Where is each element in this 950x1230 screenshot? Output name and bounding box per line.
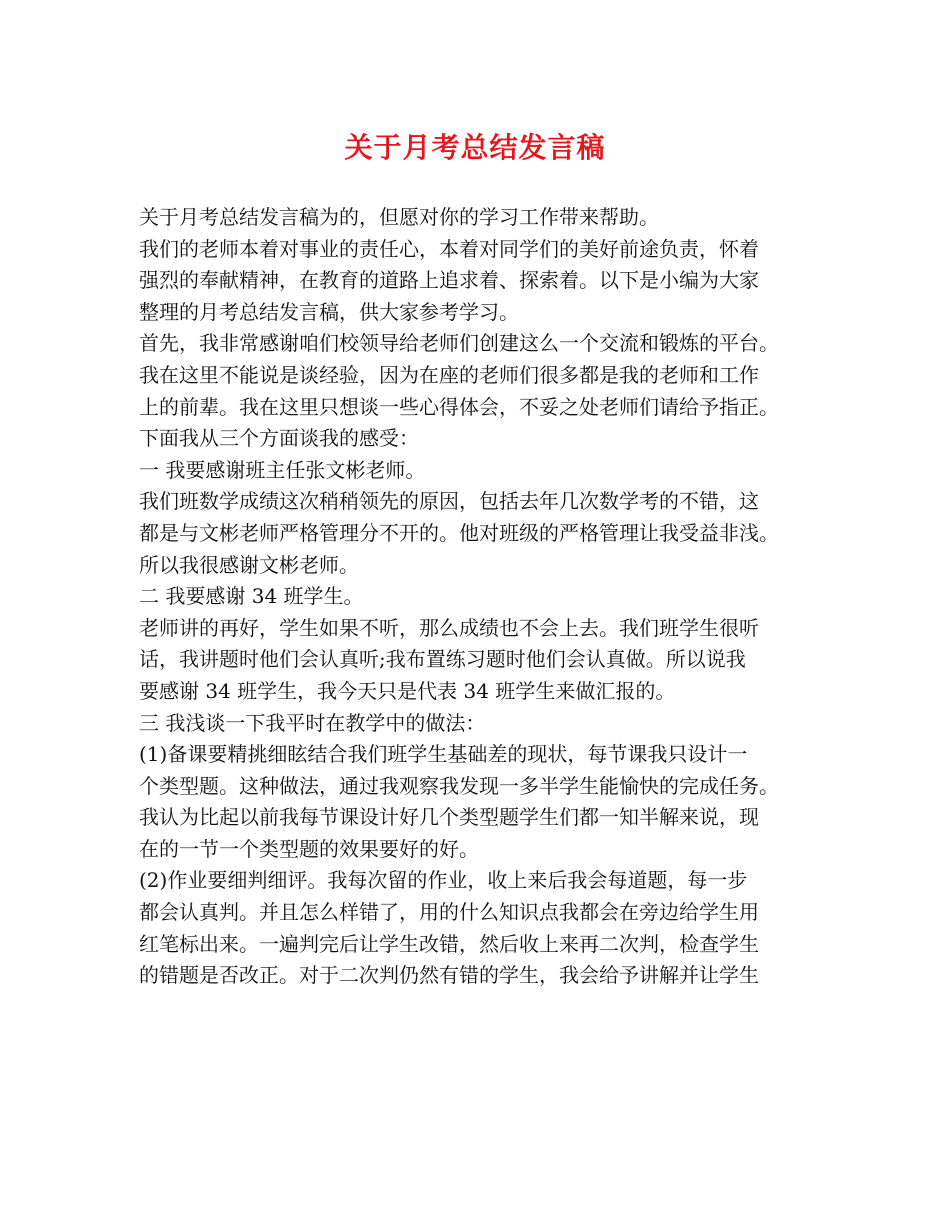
text-line: 首先，我非常感谢咱们校领导给老师们创建这么一个交流和锻炼的平台。 [139, 331, 779, 356]
text-line: 我们班数学成绩这次稍稍领先的原因，包括去年几次数学考的不错，这 [139, 489, 759, 514]
text-line: 的错题是否改正。对于二次判仍然有错的学生，我会给予讲解并让学生 [139, 963, 759, 988]
text-line: 个类型题。这种做法，通过我观察我发现一多半学生能愉快的完成任务。 [139, 773, 779, 798]
text-line: 所以我很感谢文彬老师。 [139, 552, 359, 577]
section-heading-2: 二 我要感谢 34 班学生。 [139, 584, 364, 609]
text-line: 在的一节一个类型题的效果要好的好。 [139, 836, 479, 861]
text-line: 红笔标出来。一遍判完后让学生改错，然后收上来再二次判，检查学生 [139, 931, 759, 956]
document-body [139, 202, 819, 992]
section-heading-3: 三 我浅谈一下我平时在教学中的做法： [139, 710, 486, 735]
text-line: 话，我讲题时他们会认真听;我布置练习题时他们会认真做。所以说我 [139, 647, 746, 672]
text-line: 下面我从三个方面谈我的感受： [139, 426, 419, 451]
text-line: 我认为比起以前我每节课设计好几个类型题学生们都一知半解来说，现 [139, 805, 759, 830]
text-line: 要感谢 34 班学生，我今天只是代表 34 班学生来做汇报的。 [139, 678, 676, 703]
text-line: (1)备课要精挑细眩结合我们班学生基础差的现状，每节课我只设计一 [139, 742, 748, 767]
text-line: 上的前辈。我在这里只想谈一些心得体会，不妥之处老师们请给予指正。 [139, 394, 779, 419]
text-line: 我们的老师本着对事业的责任心，本着对同学们的美好前途负责，怀着 [139, 236, 759, 261]
text-line: 关于月考总结发言稿为的，但愿对你的学习工作带来帮助。 [139, 205, 659, 229]
text-line: 我在这里不能说是谈经验，因为在座的老师们很多都是我的老师和工作 [139, 362, 759, 387]
text-line: 老师讲的再好，学生如果不听，那么成绩也不会上去。我们班学生很听 [139, 615, 759, 640]
text-line: 强烈的奉献精神，在教育的道路上追求着、探索着。以下是小编为大家 [139, 268, 759, 293]
text-line: (2)作业要细判细评。我每次留的作业，收上来后我会每道题，每一步 [139, 868, 748, 893]
text-line: 整理的月考总结发言稿，供大家参考学习。 [139, 299, 519, 324]
section-heading-1: 一 我要感谢班主任张文彬老师。 [139, 457, 426, 482]
text-line: 都会认真判。并且怎么样错了，用的什么知识点我都会在旁边给学生用 [139, 900, 759, 925]
page-title: 关于月考总结发言稿 [344, 131, 606, 164]
text-line: 都是与文彬老师严格管理分不开的。他对班级的严格管理让我受益非浅。 [139, 520, 779, 545]
